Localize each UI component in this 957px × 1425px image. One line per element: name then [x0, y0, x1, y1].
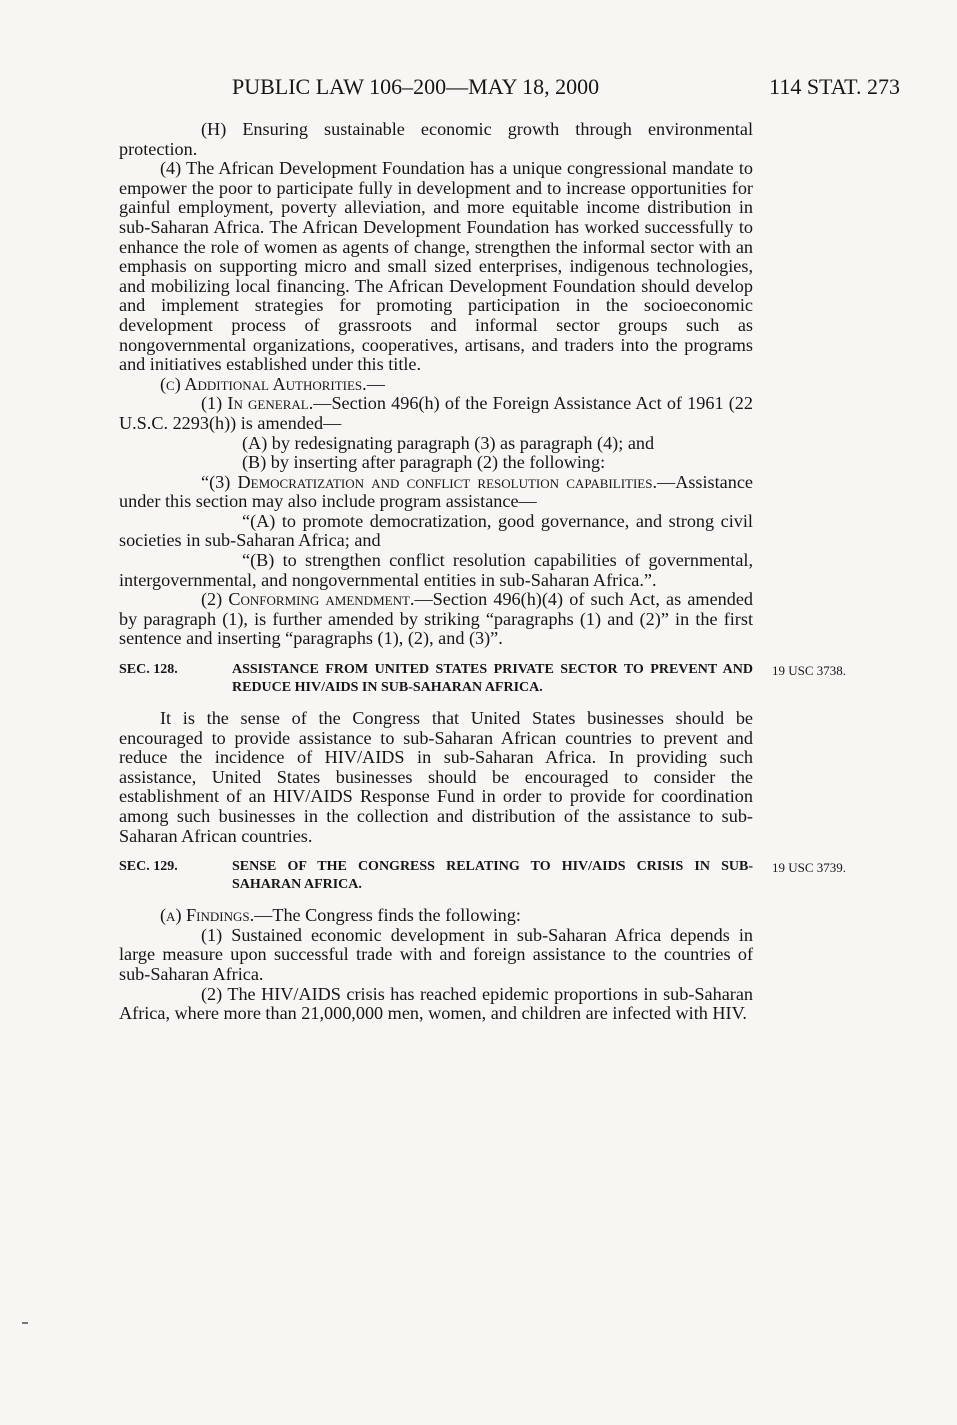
paragraph-c2 [119, 590, 753, 649]
subsection-a-findings [119, 906, 753, 926]
scan-mark [22, 1322, 28, 1324]
quoted-paragraph-3 [119, 473, 753, 512]
quoted-paragraph-B: “(B) to strengthen conflict resolution capabilities of governmental, intergovernmental, and nongovernmental entities in sub-Saharan Africa.”. [119, 550, 753, 590]
paragraph-4: (4) The African Development Foundation has a unique congressional mandate to empower the poor to participate fully in development and to increase opportunities for gainful employment, poverty alleviation, and more equitable income distribution in sub-Saharan Africa. The African Development Foundation has worked successfully to enhance the role of women as agents of change, strengthen the informal sector with an emphasis on supporting micro and small sized enterprises, indigenous technologies, and mobilizing local financing. The African Development Foundation should develop and implement strategies for promoting participation in the socioeconomic development process of grassroots and informal sector groups such as nongovernmental organizations, cooperatives, artisans, and traders into the programs and initiatives established under this title. [119, 158, 753, 375]
paragraph-c1-label: (1) In general. [201, 393, 314, 414]
quoted-paragraph-3-label: “(3) Democratization and conflict resolution capabilities. [201, 471, 658, 492]
section-129-title: SENSE OF THE CONGRESS RELATING TO HIV/AIDS CRISIS IN SUB-SAHARAN AFRICA. [232, 859, 753, 893]
finding-2: (2) The HIV/AIDS crisis has reached epidemic proportions in sub-Saharan Africa, where more than 21,000,000 men, women, and children are infected with HIV. [119, 983, 753, 1024]
paragraph-c2-label: (2) Conforming amendment. [201, 589, 415, 610]
section-128-margin-note: 19 USC 3738. [772, 663, 847, 679]
subsection-c-label: (c) Additional Authorities.— [160, 373, 385, 394]
quoted-paragraph-3-text: —Assistance under this section may also include program assistance— [119, 471, 753, 512]
paragraph-h: (H) Ensuring sustainable economic growth through environmental protection. [119, 119, 753, 159]
subsection-a-text: —The Congress finds the following: [254, 905, 521, 926]
section-128-title: ASSISTANCE FROM UNITED STATES PRIVATE SECTOR TO PREVENT AND REDUCE HIV/AIDS IN SUB-SAHARAN AFRICA. [232, 662, 753, 696]
subsection-c-heading [119, 375, 753, 395]
section-129-number: SEC. 129. [119, 859, 178, 875]
section-128-heading [119, 661, 847, 697]
header-stat-page: 114 STAT. 273 [769, 74, 900, 99]
subsection-a-label: (a) Findings. [160, 905, 255, 926]
section-129-margin-note: 19 USC 3739. [772, 860, 847, 876]
section-128-number: SEC. 128. [119, 662, 178, 678]
paragraph-c1 [119, 394, 753, 433]
header-title: PUBLIC LAW 106–200—MAY 18, 2000 [232, 74, 600, 99]
finding-1: (1) Sustained economic development in sub-Saharan Africa depends in large measure upon successful trade with and foreign assistance to the countries of sub-Saharan Africa. [119, 924, 753, 984]
paragraph-cB: (B) by inserting after paragraph (2) the following: [242, 452, 606, 473]
paragraph-c2-text: —Section 496(h)(4) of such Act, as amended by paragraph (1), is further amended by striking “paragraphs (1) and (2)” in the first sentence and inserting “paragraphs (1), (2), and (3)”. [119, 589, 753, 649]
section-129-heading [119, 858, 847, 894]
running-header [0, 74, 957, 102]
section-128-text: It is the sense of the Congress that United States businesses should be encouraged to provide assistance to sub-Saharan African countries to prevent and reduce the incidence of HIV/AIDS in sub-Saharan Africa. In providing such assistance, United States businesses should be encouraged to consider the establishment of an HIV/AIDS Response Fund in order to provide for coordination among such businesses in the collection and distribution of the assistance to sub-Saharan African countries. [119, 708, 753, 846]
paragraph-c1-text: —Section 496(h) of the Foreign Assistance Act of 1961 (22 U.S.C. 2293(h)) is amended— [119, 393, 753, 433]
document-body [119, 119, 847, 1024]
paragraph-cA: (A) by redesignating paragraph (3) as paragraph (4); and [242, 432, 655, 453]
quoted-paragraph-A: “(A) to promote democratization, good governance, and strong civil societies in sub-Saharan Africa; and [119, 510, 753, 551]
